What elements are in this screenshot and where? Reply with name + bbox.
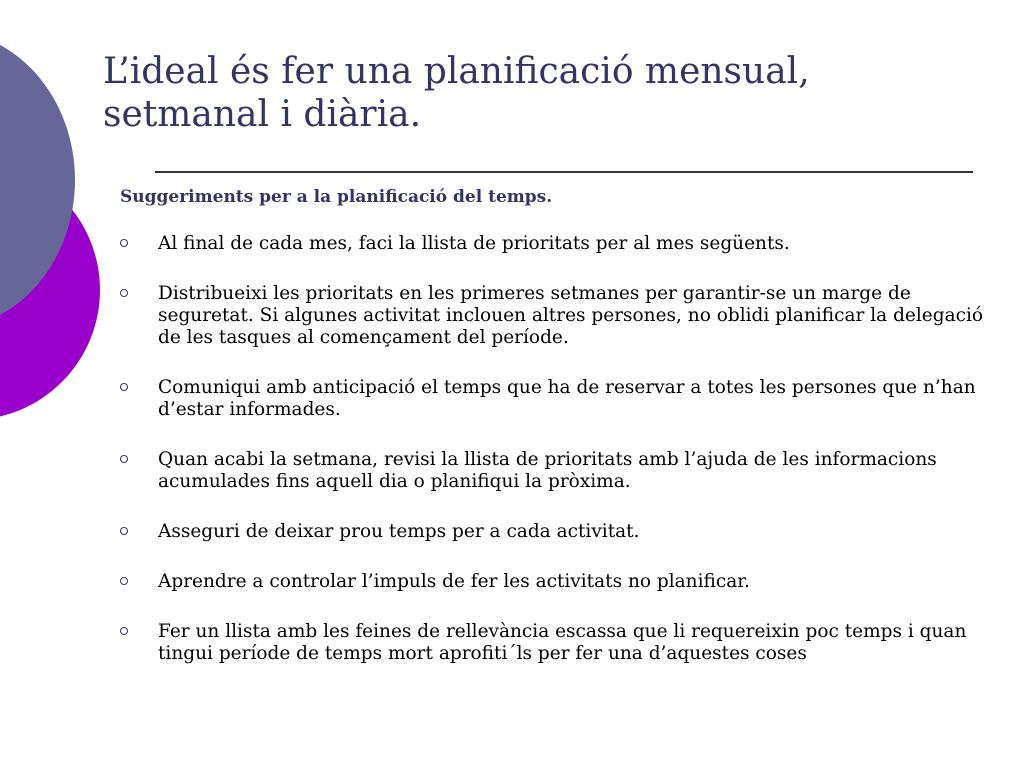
bullet-list — [120, 233, 1000, 665]
bullet-item — [120, 521, 1000, 543]
slide-title: L’ideal és fer una planificació mensual, setmanal i diària. — [103, 51, 810, 135]
hollow-circle-bullet-icon — [120, 289, 128, 297]
hollow-circle-bullet-icon — [120, 383, 128, 391]
bullet-text: Al final de cada mes, faci la llista de prioritats per al mes següents. — [158, 233, 790, 254]
slide-content — [120, 185, 1000, 693]
hollow-circle-bullet-icon — [120, 577, 128, 585]
slide-subtitle: Suggeriments per a la planificació del temps. — [120, 187, 553, 207]
hollow-circle-bullet-icon — [120, 627, 128, 635]
bullet-text: Comuniqui amb anticipació el temps que ha de reservar a totes les persones que n’han d’estar informades. — [158, 377, 976, 420]
hollow-circle-bullet-icon — [120, 239, 128, 247]
bullet-text: Distribueixi les prioritats en les primeres setmanes per garantir-se un marge de seguretat. Si algunes activitat inclouen altres persones, no oblidi planificar la delegació de les tasques al començament del període. — [158, 283, 984, 348]
hollow-circle-bullet-icon — [120, 455, 128, 463]
bullet-item — [120, 283, 1000, 349]
bullet-text: Fer un llista amb les feines de rellevància escassa que li requereixin poc temps i quan tingui període de temps mort aprofiti´ls per fer una d’aquestes coses — [158, 621, 967, 664]
bullet-item — [120, 233, 1000, 255]
bullet-text: Aprendre a controlar l’impuls de fer les activitats no planificar. — [158, 571, 750, 592]
bullet-text: Quan acabi la setmana, revisi la llista de prioritats amb l’ajuda de les informacions acumulades fins aquell dia o planifiqui la pròxima. — [158, 449, 937, 492]
bullet-item — [120, 377, 1000, 421]
title-divider — [155, 171, 973, 173]
bullet-item — [120, 449, 1000, 493]
bullet-item — [120, 621, 1000, 665]
hollow-circle-bullet-icon — [120, 527, 128, 535]
bullet-item — [120, 571, 1000, 593]
bullet-text: Asseguri de deixar prou temps per a cada activitat. — [158, 521, 640, 542]
